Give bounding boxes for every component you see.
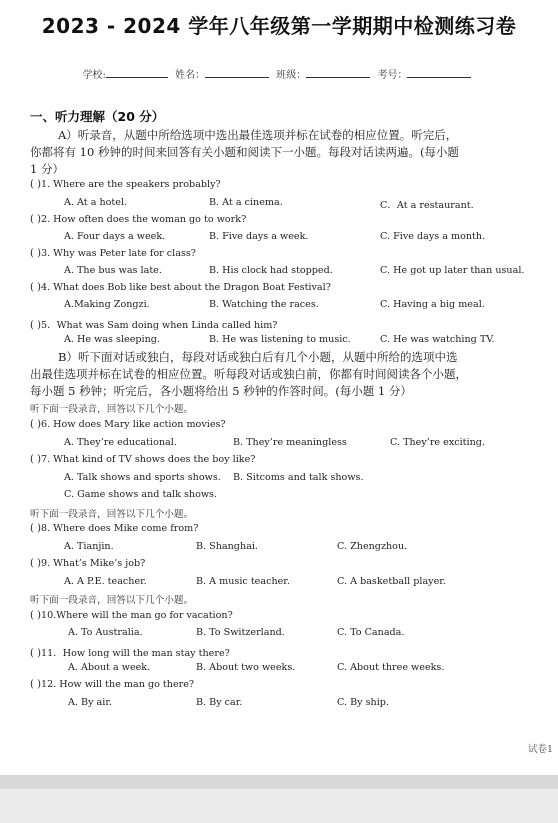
q2-option-a: A. Four days a week. [64, 231, 166, 242]
q10-option-a: A. To Australia. [68, 627, 143, 638]
group-note-3: 听下面一段录音，回答以下几个小题。 [30, 595, 194, 606]
q11-option-a: A. About a week. [68, 662, 151, 673]
q12-option-c: C. By ship. [337, 697, 389, 708]
class-label: 班级： [276, 70, 307, 81]
q6-option-a: A. They’re educational. [64, 437, 177, 448]
question-text: 6. How does Mary like action movies? [40, 419, 226, 430]
question-text: 2. How often does the woman go to work? [40, 214, 247, 225]
part-b-instruction-3: 每小题 5 秒钟；听完后，各小题将给出 5 秒钟的作答时间。(每小题 1 分） [30, 384, 412, 398]
part-a-instruction-1: A）听录音，从题中所给选项中选出最佳选项并标在试卷的相应位置。听完后， [58, 128, 458, 142]
q9-option-b: B. A music teacher. [196, 576, 290, 587]
group-note-2: 听下面一段录音，回答以下几个小题。 [30, 509, 194, 520]
answer-paren[interactable]: ( ) [30, 320, 41, 331]
q10-option-b: B. To Switzerland. [196, 627, 285, 638]
q12-option-a: A. By air. [68, 697, 112, 708]
question-text: 9. What’s Mike’s job? [40, 558, 146, 569]
part-a-instruction-3: 1 分） [30, 162, 64, 176]
question-text: 11．How long will the man stay there? [40, 648, 230, 659]
answer-paren[interactable]: ( ) [30, 214, 41, 225]
answer-paren[interactable]: ( ) [30, 648, 41, 659]
question-text: 1. Where are the speakers probably? [40, 179, 221, 190]
question-4 [30, 282, 331, 293]
q3-option-a: A. The bus was late. [64, 265, 162, 276]
page-footer: 试卷1 [528, 744, 554, 755]
question-text: 8. Where does Mike come from? [40, 523, 199, 534]
answer-paren[interactable]: ( ) [30, 679, 41, 690]
question-text: 10.Where will the man go for vacation? [40, 610, 233, 621]
q7-option-c: C. Game shows and talk shows. [64, 489, 218, 500]
question-text: 12. How will the man go there? [40, 679, 195, 690]
viewer-background [0, 775, 558, 823]
answer-paren[interactable]: ( ) [30, 454, 41, 465]
q6-option-c: C. They’re exciting. [390, 437, 485, 448]
q8-option-b: B. Shanghai. [196, 541, 258, 552]
q7-option-b: B. Sitcoms and talk shows. [233, 472, 364, 483]
q1-option-a: A. At a hotel. [64, 197, 128, 208]
answer-paren[interactable]: ( ) [30, 248, 41, 259]
question-3 [30, 248, 196, 259]
group-note-1: 听下面一段录音，回答以下几个小题。 [30, 404, 194, 415]
q4-option-c: C. Having a big meal. [380, 299, 485, 310]
part-b-instruction-1: B）听下面对话或独白，每段对话或独白后有几个小题，从题中所给的选项中选 [58, 350, 458, 364]
question-text: 4. What does Bob like best about the Dragon Boat Festival? [40, 282, 331, 293]
part-a-instruction-2: 你都将有 10 秒钟的时间来回答有关小题和阅读下一小题。每段对话读两遍。(每小题 [30, 145, 459, 159]
question-10 [30, 610, 233, 621]
name-blank[interactable] [205, 67, 269, 78]
section-heading: 一、听力理解（20 分） [30, 109, 165, 124]
question-12 [30, 679, 194, 690]
school-blank[interactable] [106, 67, 168, 78]
answer-paren[interactable]: ( ) [30, 610, 41, 621]
part-b-instruction-2: 出最佳选项并标在试卷的相应位置。听每段对话或独白前，你都有时间阅读各个小题， [30, 367, 467, 381]
q1-option-b: B. At a cinema. [209, 197, 283, 208]
q8-option-c: C. Zhengzhou. [337, 541, 408, 552]
q9-option-a: A. A P.E. teacher. [64, 576, 147, 587]
school-label: 学校: [82, 70, 106, 81]
answer-paren[interactable]: ( ) [30, 523, 41, 534]
question-text: 7. What kind of TV shows does the boy like? [40, 454, 256, 465]
q5-option-a: A. He was sleeping. [64, 334, 160, 345]
q4-option-b: B. Watching the races. [209, 299, 319, 310]
next-page-edge [0, 789, 558, 823]
q12-option-b: B. By car. [196, 697, 243, 708]
q2-option-c: C. Five days a month. [380, 231, 486, 242]
q11-option-b: B. About two weeks. [196, 662, 296, 673]
q2-option-b: B. Five days a week. [209, 231, 309, 242]
q1-option-c: C．At a restaurant. [380, 200, 474, 211]
exam-no-blank[interactable] [407, 67, 471, 78]
question-2 [30, 214, 246, 225]
question-6 [30, 419, 226, 430]
page-title: 2023 - 2024 学年八年级第一学期期中检测练习卷 [41, 14, 517, 38]
question-text: 5．What was Sam doing when Linda called him? [40, 320, 278, 331]
question-5 [30, 317, 277, 331]
question-11 [30, 645, 230, 659]
question-9 [30, 558, 145, 569]
q10-option-c: C. To Canada. [337, 627, 405, 638]
class-blank[interactable] [306, 67, 370, 78]
q4-option-a: A.Making Zongzi. [64, 299, 150, 310]
q7-option-a: A. Talk shows and sports shows. [64, 472, 221, 483]
q3-option-b: B. His clock had stopped. [209, 265, 333, 276]
q3-option-c: C. He got up later than usual. [380, 265, 525, 276]
q6-option-b: B. They’re meaningless [233, 437, 347, 448]
question-text: 3. Why was Peter late for class? [40, 248, 196, 259]
name-label: 姓名： [175, 70, 206, 81]
answer-paren[interactable]: ( ) [30, 419, 41, 430]
exam-no-label: 考号： [377, 70, 408, 81]
student-info-row [0, 66, 558, 81]
q5-option-c: C. He was watching TV. [380, 334, 495, 345]
answer-paren[interactable]: ( ) [30, 179, 41, 190]
q11-option-c: C. About three weeks. [337, 662, 445, 673]
question-1 [30, 179, 221, 190]
q9-option-c: C. A basketball player. [337, 576, 446, 587]
q8-option-a: A. Tianjin. [64, 541, 114, 552]
answer-paren[interactable]: ( ) [30, 558, 41, 569]
q5-option-b: B. He was listening to music. [209, 334, 351, 345]
question-8 [30, 523, 198, 534]
answer-paren[interactable]: ( ) [30, 282, 41, 293]
question-7 [30, 454, 255, 465]
